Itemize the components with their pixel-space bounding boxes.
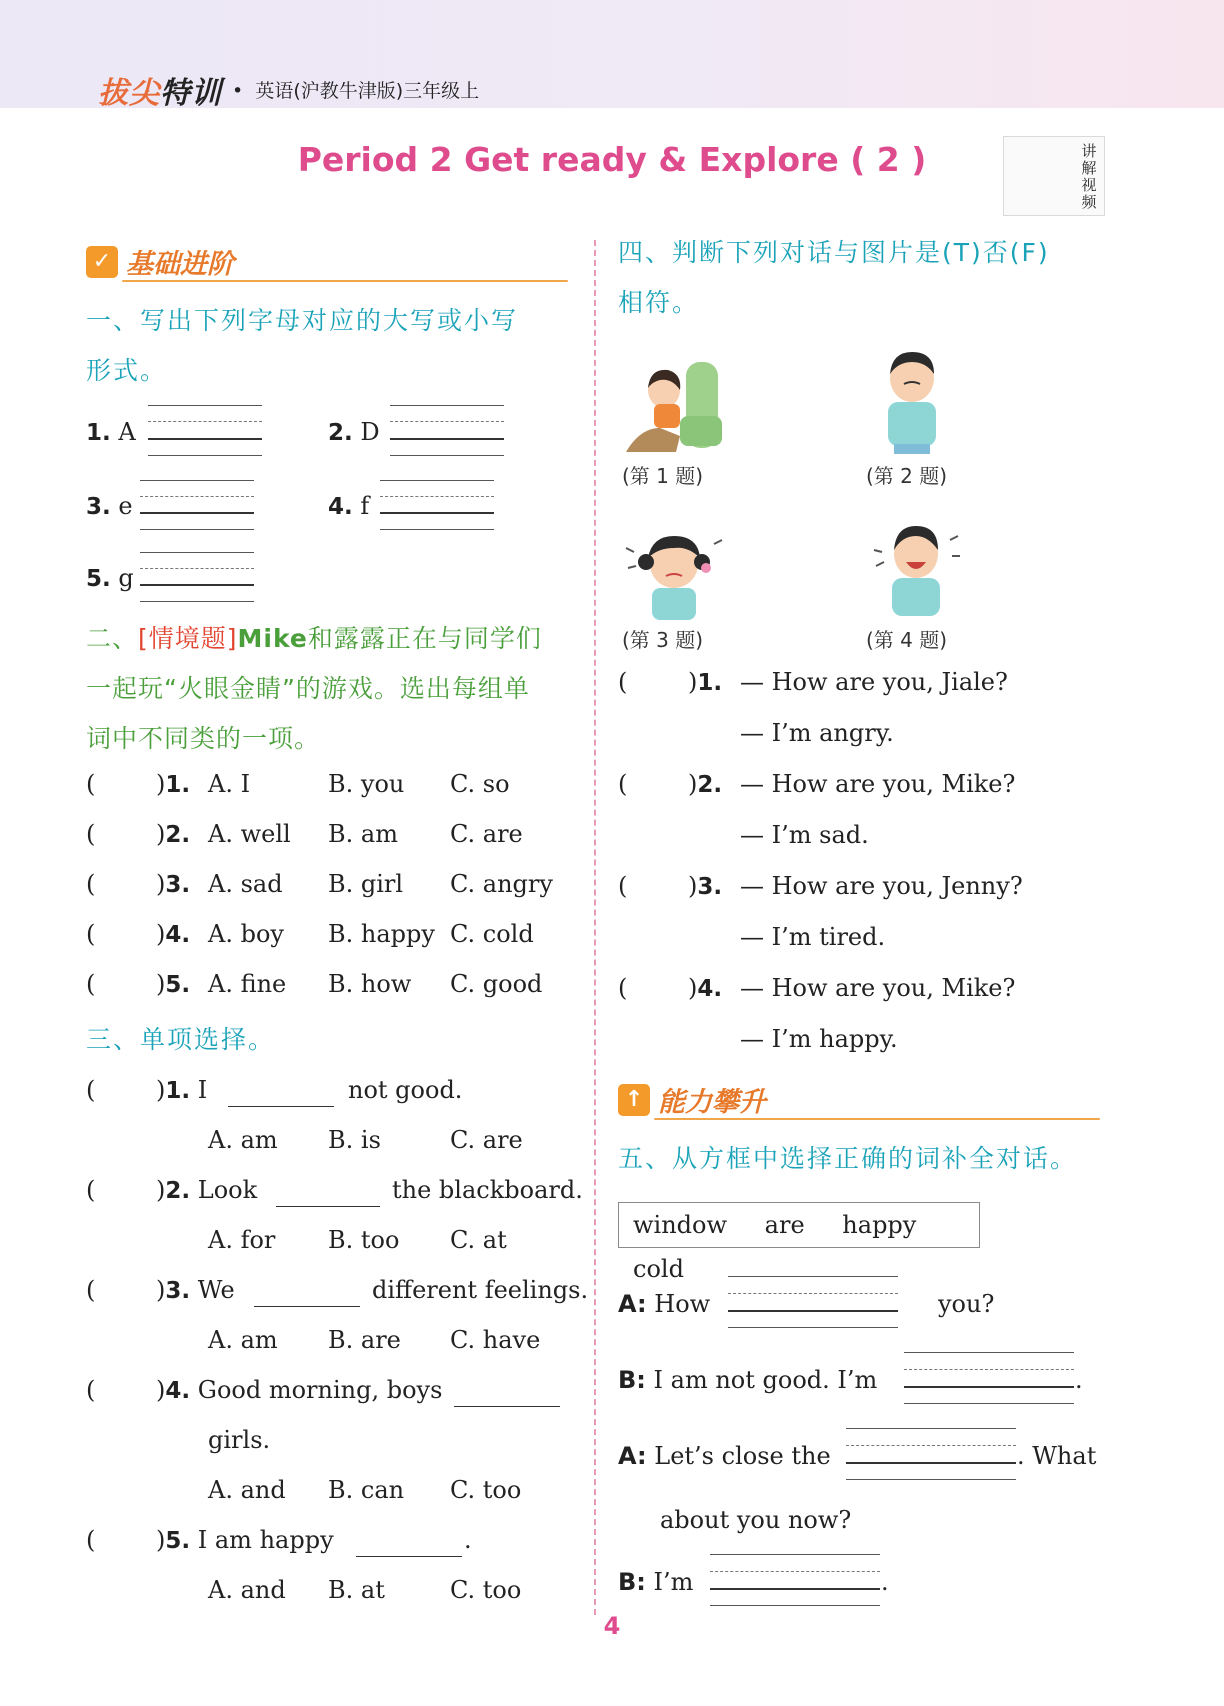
letter-item-4: 4. f — [328, 492, 370, 520]
answer-blank[interactable] — [710, 1588, 880, 1590]
answer-blank[interactable] — [276, 1206, 380, 1207]
answer-blank-4[interactable] — [380, 512, 494, 514]
answer-blank-5[interactable] — [140, 584, 254, 586]
section-4-list: ( )1. — How are you, Jiale? — I’m angry. ( )2. — How are you, Mike? — I’m sad. ( )3. — How are you, Jenny? — I’m tired. ( )4. — How are you, Mike? — I’m happy. — [618, 668, 1023, 1053]
answer-blank[interactable] — [454, 1406, 560, 1407]
word-option: happy — [842, 1211, 917, 1239]
page-number: 4 — [603, 1612, 621, 1640]
answer-blank[interactable] — [228, 1106, 334, 1107]
dialogue-line-4: B: I’m — [618, 1568, 694, 1596]
answer-blank-3[interactable] — [140, 512, 254, 514]
caption-4: (第 4 题) — [866, 628, 948, 652]
section-3-list: ( )1. I not good. A. am B. is C. are ( )2. Look the blackboard. A. for B. too C. at ( )3. We different feelings. A. am B. are C. have ( )4. Good morning, boys girls. A. and B. can C. too ( )5. I am happy . A. and B. at C. too — [86, 1076, 589, 1604]
list-item: ( — [86, 770, 96, 798]
section-5-heading: 五、从方框中选择正确的词补全对话。 — [618, 1144, 1078, 1173]
letter-item-2: 2. D — [328, 418, 380, 446]
video-qr-box[interactable] — [1003, 136, 1105, 216]
answer-blank-2[interactable] — [390, 438, 504, 440]
word-bank — [618, 1202, 980, 1283]
section-3-heading: 三、单项选择。 — [86, 1025, 276, 1054]
section-1-heading: 一、写出下列字母对应的大写或小写 形式。 — [86, 306, 519, 385]
answer-blank[interactable] — [728, 1310, 898, 1312]
band-label: 能力攀升 — [658, 1087, 766, 1118]
letter-item-5: 5. g — [86, 564, 134, 592]
list-item: ( — [86, 920, 96, 948]
word-option: window — [633, 1211, 728, 1239]
answer-blank[interactable] — [254, 1306, 360, 1307]
dialogue-line-2: B: I am not good. I’m — [618, 1366, 878, 1394]
word-option: cold — [633, 1255, 684, 1283]
section-4-heading: 四、判断下列对话与图片是(T)否(F) 相符。 — [618, 238, 1050, 317]
dialogue-line-1: A: How — [618, 1290, 711, 1318]
video-label: 讲解视频 — [1081, 142, 1097, 211]
boy-sad-illustration — [870, 348, 954, 454]
column-divider — [594, 240, 596, 1615]
dialogue-line-3: A: Let’s close the — [618, 1442, 831, 1470]
book-subtitle: • 英语(沪教牛津版)三年级上 — [232, 80, 480, 102]
girl-upset-illustration — [622, 528, 726, 620]
list-item: ( — [86, 870, 96, 898]
band-label: 基础进阶 — [126, 249, 234, 280]
word-option: are — [764, 1211, 805, 1239]
list-item: ( — [86, 820, 96, 848]
caption-1: (第 1 题) — [622, 464, 704, 488]
climb-icon: ↑ — [618, 1084, 650, 1116]
list-item: ( — [86, 970, 96, 998]
brand-logo: 拔尖特训 — [98, 76, 222, 111]
girl-sitting-illustration — [620, 356, 732, 456]
page-title: Period 2 Get ready & Explore ( 2 ) — [297, 140, 927, 179]
band-advanced — [618, 1080, 1100, 1120]
boy-happy-illustration — [868, 520, 964, 620]
answer-blank[interactable] — [904, 1386, 1074, 1388]
band-underline — [654, 1118, 1100, 1120]
caption-2: (第 2 题) — [866, 464, 948, 488]
section-2-heading: 二、[情境题]Mike和露露正在与同学们 一起玩“火眼金睛”的游戏。选出每组单 词中不同类的一项。 — [86, 624, 542, 753]
caption-3: (第 3 题) — [622, 628, 704, 652]
letter-item-3: 3. e — [86, 492, 133, 520]
answer-blank-1[interactable] — [148, 438, 262, 440]
band-underline — [122, 280, 568, 282]
runner-icon: ✓ — [86, 246, 118, 278]
band-basic — [86, 242, 568, 282]
answer-blank[interactable] — [356, 1556, 462, 1557]
letter-item-1: 1. A — [86, 418, 136, 446]
answer-blank[interactable] — [846, 1462, 1016, 1464]
